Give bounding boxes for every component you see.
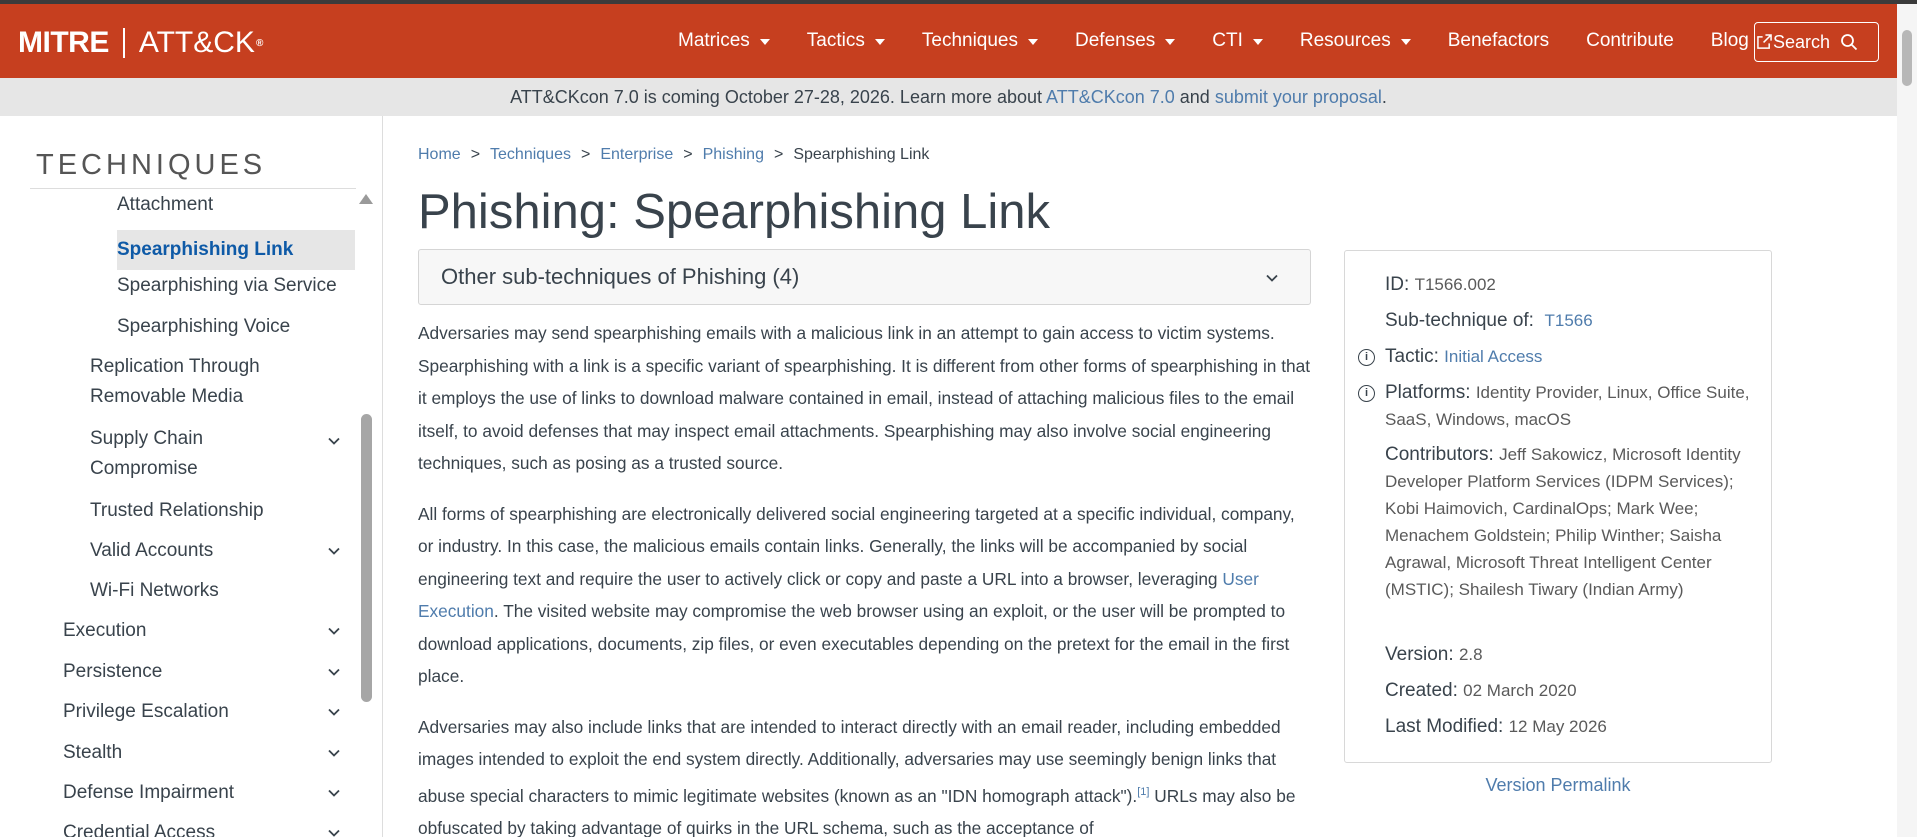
sidebar-item-privilege-escalation[interactable]: Privilege Escalation bbox=[63, 701, 229, 722]
logo-reg: ® bbox=[255, 37, 264, 49]
card-contributors-value: Jeff Sakowicz, Microsoft Identity Developer Platform Services (IDPM Services); Kobi Haimovich, CardinalOps; Mark Wee; Menachem Goldstein; Philip Winther; Saisha Agrawal, Microsoft Threat Intelligent Center (MSTIC); Shailesh Tiwary (Indian Army) bbox=[1385, 445, 1741, 599]
card-created bbox=[1385, 677, 1755, 704]
breadcrumb-techniques[interactable]: Techniques bbox=[490, 146, 571, 163]
card-version bbox=[1385, 641, 1755, 668]
chevron-down-icon[interactable] bbox=[327, 826, 341, 837]
nav-menu bbox=[678, 4, 1809, 78]
tactic-link[interactable]: Initial Access bbox=[1444, 347, 1543, 366]
description-paragraph bbox=[418, 711, 1313, 837]
breadcrumb-separator: > bbox=[470, 146, 481, 163]
technique-info-card bbox=[1344, 250, 1772, 763]
nav-defenses-label: Defenses bbox=[1075, 30, 1156, 51]
sidebar-item-persistence[interactable]: Persistence bbox=[63, 661, 163, 682]
card-tactic-label: Tactic: bbox=[1385, 346, 1439, 367]
sidebar-item-spearphishing-voice[interactable]: Spearphishing Voice bbox=[117, 316, 291, 337]
card-subof-label: Sub-technique of: bbox=[1385, 310, 1534, 331]
caret-down-icon bbox=[1401, 39, 1411, 45]
card-subtechnique-of bbox=[1385, 307, 1755, 334]
announcement-banner bbox=[0, 78, 1897, 116]
nav-resources-label: Resources bbox=[1299, 30, 1391, 51]
breadcrumb-phishing[interactable]: Phishing bbox=[702, 146, 764, 163]
card-last-modified bbox=[1385, 713, 1755, 740]
navbar bbox=[0, 4, 1917, 78]
nav-matrices[interactable] bbox=[678, 30, 770, 52]
sidebar-item-valid-accounts[interactable]: Valid Accounts bbox=[90, 540, 214, 561]
nav-benefactors-label: Benefactors bbox=[1447, 30, 1550, 51]
sidebar-item-stealth[interactable]: Stealth bbox=[63, 742, 123, 763]
breadcrumb-home[interactable]: Home bbox=[418, 146, 461, 163]
chevron-down-icon[interactable] bbox=[327, 705, 341, 719]
card-id bbox=[1385, 271, 1755, 298]
caret-down-icon bbox=[1253, 39, 1263, 45]
nav-blog-label: Blog bbox=[1710, 30, 1749, 51]
search-label: Search bbox=[1773, 31, 1831, 52]
nav-contribute-label: Contribute bbox=[1586, 30, 1674, 51]
sidebar-item-defense-impairment[interactable]: Defense Impairment bbox=[63, 782, 235, 803]
reference-link[interactable]: [1] bbox=[1137, 785, 1150, 798]
breadcrumb-separator: > bbox=[580, 146, 591, 163]
banner-link-proposal[interactable]: submit your proposal bbox=[1214, 87, 1382, 107]
sidebar-scrollbar-thumb[interactable] bbox=[361, 414, 372, 702]
nav-resources[interactable] bbox=[1300, 30, 1411, 52]
nav-tactics[interactable] bbox=[807, 30, 885, 52]
card-contributors bbox=[1385, 441, 1755, 603]
version-permalink[interactable]: Version Permalink bbox=[1485, 775, 1631, 795]
card-version-label: Version: bbox=[1385, 644, 1454, 665]
logo-mitre: MITRE bbox=[18, 26, 109, 59]
description-text: URLs may also be obfuscated by taking advantage of quirks in the URL schema, such as the acceptance of bbox=[418, 785, 1296, 837]
caret-down-icon bbox=[1165, 39, 1175, 45]
nav-contribute[interactable] bbox=[1586, 30, 1674, 52]
sidebar-item-trusted-relationship[interactable]: Trusted Relationship bbox=[90, 500, 264, 521]
card-modified-value: 12 May 2026 bbox=[1508, 717, 1607, 736]
breadcrumb-separator: > bbox=[683, 146, 693, 163]
card-contributors-label: Contributors: bbox=[1385, 444, 1494, 465]
card-version-value: 2.8 bbox=[1458, 645, 1483, 664]
nav-matrices-label: Matrices bbox=[678, 30, 750, 51]
page-scrollbar-thumb[interactable] bbox=[1902, 30, 1912, 86]
banner-link-attckcon[interactable]: ATT&CKcon 7.0 bbox=[1046, 87, 1175, 107]
card-id-label: ID: bbox=[1385, 274, 1410, 295]
description-text: Adversaries may also include links that are intended to interact directly with an email reader, including embedded images intended to exploit the end system directly. Additionally, adversaries may use seemingly benign links that abuse special characters to mimic legitimate websites (known as an "IDN homograph attack"). bbox=[418, 716, 1281, 806]
sidebar-item-attachment[interactable]: Attachment bbox=[117, 194, 214, 215]
description-text: . The visited website may compromise the web browser using an exploit, or the user will be prompted to download applications, documents, zip files, or even executables depending on the pretext for the email in the first place. bbox=[418, 601, 1290, 686]
search-button[interactable] bbox=[1754, 22, 1879, 62]
breadcrumb-enterprise[interactable]: Enterprise bbox=[600, 146, 674, 163]
chevron-down-icon[interactable] bbox=[327, 665, 341, 679]
sidebar-item-wifi-networks[interactable]: Wi-Fi Networks bbox=[90, 580, 219, 601]
description-paragraph: Adversaries may send spearphishing emails with a malicious link in an attempt to gain access to victim systems. Spearphishing with a link is a specific variant of spearphishing. It is different from other forms of spearphishing in that it employs the use of links to download malware contained in email, instead of attaching malicious files to the email itself, to avoid defenses that may inspect email attachments. Spearphishing may also involve social engineering techniques, such as posing as a trusted source. bbox=[418, 323, 1311, 473]
breadcrumb-current: Spearphishing Link bbox=[793, 146, 930, 163]
banner-text-end: . bbox=[1381, 87, 1387, 107]
sidebar bbox=[0, 116, 383, 837]
logo-attck: ATT&CK bbox=[138, 26, 255, 59]
sidebar-item-spearphishing-link[interactable]: Spearphishing Link bbox=[117, 230, 355, 270]
chevron-down-icon[interactable] bbox=[327, 434, 341, 448]
caret-down-icon bbox=[875, 39, 885, 45]
page-scrollbar[interactable] bbox=[1897, 4, 1917, 837]
info-icon[interactable]: i bbox=[1358, 349, 1375, 366]
search-icon bbox=[1840, 33, 1858, 51]
sidebar-title: TECHNIQUES bbox=[36, 149, 267, 181]
mitre-attck-logo[interactable] bbox=[18, 26, 264, 60]
sidebar-item-credential-access[interactable]: Credential Access bbox=[63, 822, 216, 837]
parent-technique-link[interactable]: T1566 bbox=[1544, 311, 1593, 330]
caret-down-icon bbox=[1028, 39, 1038, 45]
card-created-label: Created: bbox=[1385, 680, 1458, 701]
nav-techniques[interactable] bbox=[922, 30, 1038, 52]
sidebar-item-spearphishing-via-service[interactable]: Spearphishing via Service bbox=[117, 275, 337, 296]
nav-cti[interactable] bbox=[1212, 30, 1263, 52]
user-execution-link[interactable]: User Execution bbox=[418, 568, 1259, 621]
subtechniques-label: Other sub-techniques of Phishing (4) bbox=[441, 264, 800, 289]
breadcrumb-separator: > bbox=[773, 146, 784, 163]
card-platforms-label: Platforms: bbox=[1385, 382, 1471, 403]
breadcrumb bbox=[418, 146, 929, 164]
nav-benefactors[interactable] bbox=[1448, 30, 1549, 52]
technique-description bbox=[418, 317, 1313, 837]
card-tactic bbox=[1385, 343, 1755, 370]
nav-cti-label: CTI bbox=[1212, 30, 1243, 51]
nav-defenses[interactable] bbox=[1075, 30, 1175, 52]
chevron-down-icon[interactable] bbox=[327, 544, 341, 558]
card-platforms-value: Identity Provider, Linux, Office Suite, SaaS, Windows, macOS bbox=[1385, 383, 1750, 429]
page-title: Phishing: Spearphishing Link bbox=[418, 185, 1050, 239]
banner-text: ATT&CKcon 7.0 is coming October 27-28, 2026. Learn more about bbox=[510, 87, 1047, 107]
sidebar-item-execution[interactable]: Execution bbox=[63, 620, 147, 641]
logo-divider bbox=[123, 28, 125, 58]
chevron-down-icon[interactable] bbox=[327, 786, 341, 800]
sidebar-item-replication[interactable]: Replication Through Removable Media bbox=[90, 356, 260, 407]
card-platforms bbox=[1385, 379, 1755, 433]
description-text: All forms of spearphishing are electronically delivered social engineering targeted at a specific individual, company, or industry. In this case, the malicious emails contain links. Generally, the links will be accompanied by social engineering text and require the user to actively click or copy and paste a URL into a browser, leveraging bbox=[418, 503, 1295, 589]
chevron-down-icon[interactable] bbox=[327, 624, 341, 638]
card-id-value: T1566.002 bbox=[1414, 275, 1496, 294]
nav-techniques-label: Techniques bbox=[921, 30, 1018, 51]
sidebar-divider bbox=[30, 188, 356, 189]
sidebar-item-supply-chain[interactable]: Supply Chain Compromise bbox=[90, 428, 204, 479]
card-modified-label: Last Modified: bbox=[1385, 716, 1504, 737]
info-icon[interactable]: i bbox=[1358, 385, 1375, 402]
banner-text-mid: and bbox=[1174, 87, 1215, 107]
caret-down-icon bbox=[760, 39, 770, 45]
chevron-down-icon bbox=[1265, 271, 1279, 285]
description-paragraph bbox=[418, 498, 1313, 693]
subtechniques-toggle[interactable] bbox=[418, 249, 1311, 305]
sidebar-scroll-up-icon[interactable] bbox=[359, 194, 373, 204]
chevron-down-icon[interactable] bbox=[327, 746, 341, 760]
nav-tactics-label: Tactics bbox=[806, 30, 865, 51]
card-created-value: 02 March 2020 bbox=[1463, 681, 1577, 700]
